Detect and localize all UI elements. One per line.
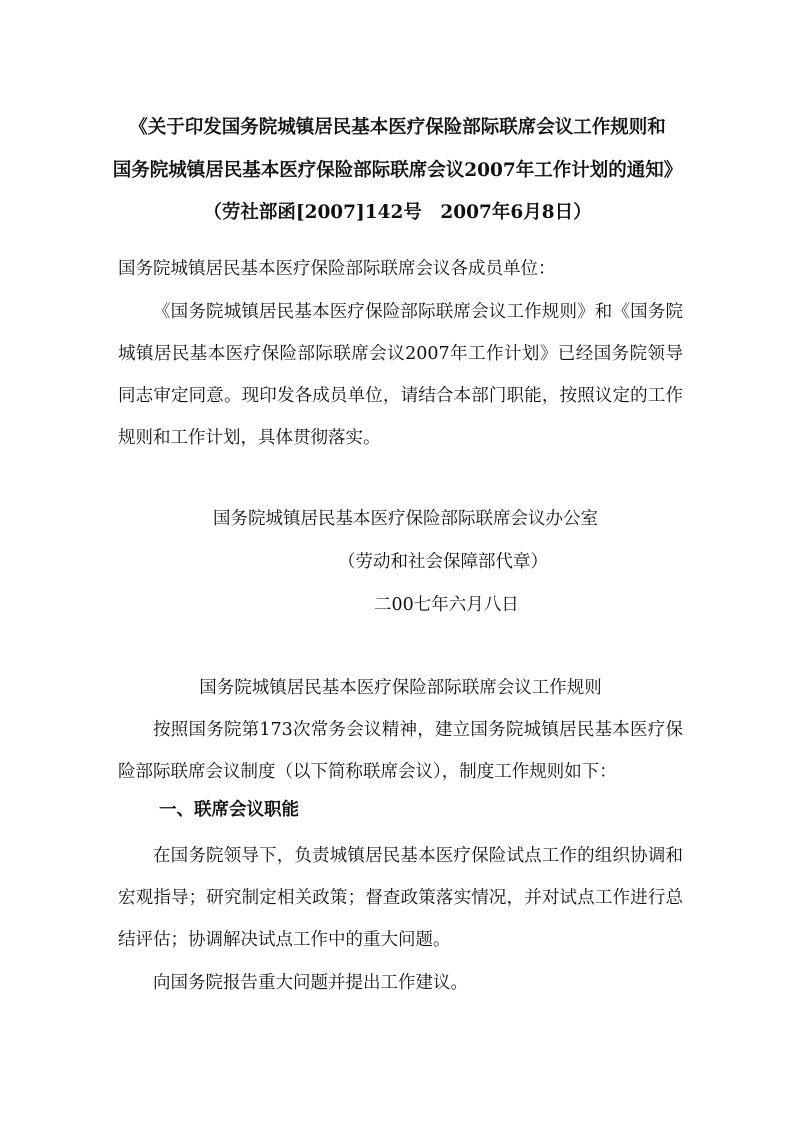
addressee: 国务院城镇居民基本医疗保险部际联席会议各成员单位：: [118, 259, 556, 279]
section-1-paragraph-1: 在国务院领导下，负责城镇居民基本医疗保险试点工作的组织协调和宏观指导；研究制定相关政策；督查政策落实情况，并对试点工作进行总结评估；协调解决试点工作中的重大问题。: [118, 846, 683, 950]
rules-title: 国务院城镇居民基本医疗保险部际联席会议工作规则: [199, 678, 602, 698]
signature-organization: 国务院城镇居民基本医疗保险部际联席会议办公室: [213, 509, 598, 529]
document-title-line-1: 《关于印发国务院城镇居民基本医疗保险部际联席会议工作规则和: [129, 117, 666, 138]
document-title-line-2: 国务院城镇居民基本医疗保险部际联席会议2007年工作计划的通知》: [112, 160, 683, 181]
document-reference-number: （劳社部函[2007]142号 2007年6月8日）: [203, 202, 592, 223]
signature-seal-note: （劳动和社会保障部代章）: [338, 552, 548, 572]
notice-body-paragraph: 《国务院城镇居民基本医疗保险部际联席会议工作规则》和《国务院城镇居民基本医疗保险部际联席会议2007年工作计划》已经国务院领导同志审定同意。现印发各成员单位，请结合本部门职能，按照议定的工作规则和工作计划，具体贯彻落实。: [118, 302, 683, 448]
signature-date: 二00七年六月八日: [374, 595, 519, 615]
section-1-paragraph-2: 向国务院报告重大问题并提出工作建议。: [153, 973, 468, 993]
rules-intro-paragraph: 按照国务院第173次常务会议精神，建立国务院城镇居民基本医疗保险部际联席会议制度（以下简称联席会议），制度工作规则如下：: [118, 720, 683, 782]
section-heading-1: 一、联席会议职能: [159, 800, 299, 820]
